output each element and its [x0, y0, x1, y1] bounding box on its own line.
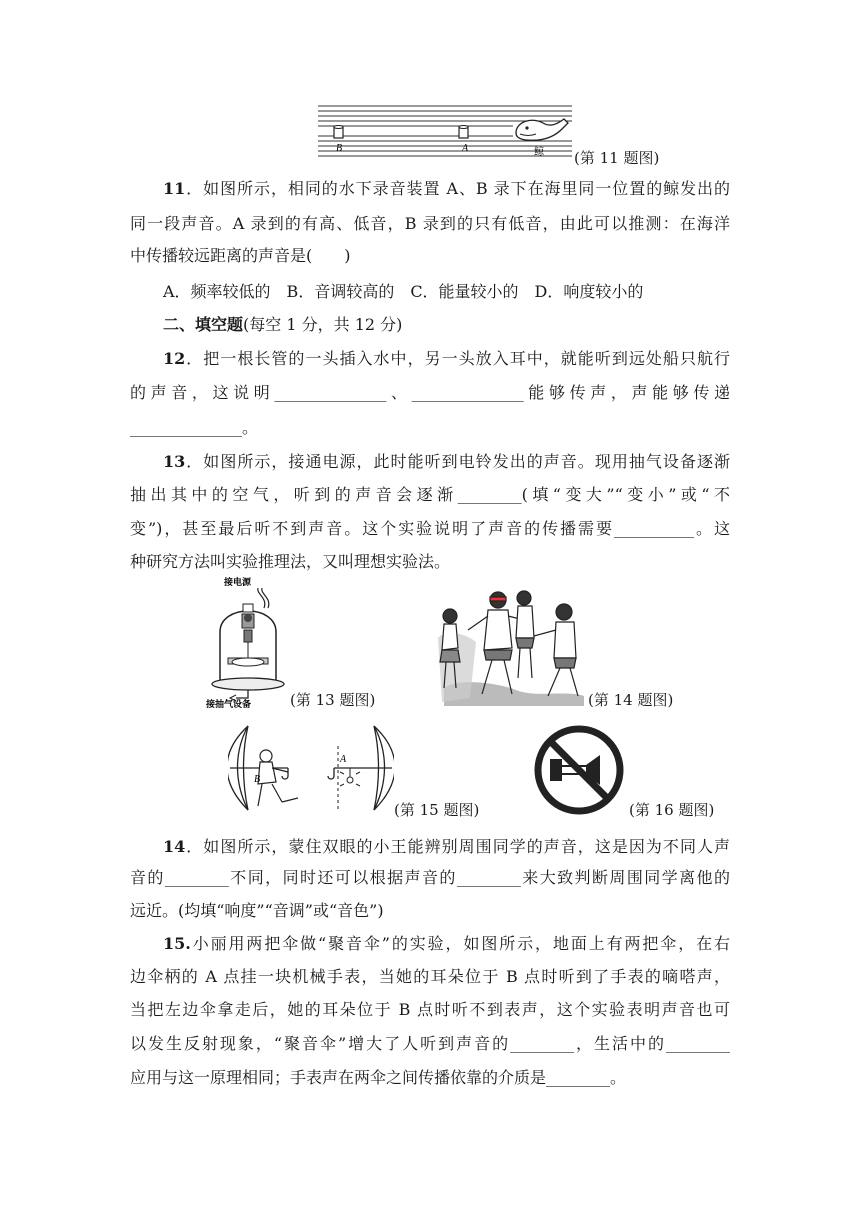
bell-jar-diagram	[206, 574, 290, 710]
svg-text:A: A	[340, 754, 347, 765]
figure-11	[318, 103, 574, 163]
whale-icon	[516, 119, 568, 140]
q12-number: 12	[163, 349, 186, 368]
child-middle	[516, 591, 534, 678]
watch-icon	[340, 768, 360, 786]
figure-15-caption: (第 15 题图)	[394, 801, 480, 819]
svg-text:B: B	[336, 143, 343, 154]
section-2-note: (每空 1 分，共 12 分)	[243, 315, 403, 334]
umbrellas-diagram	[228, 722, 394, 814]
recorder-a-icon	[459, 126, 468, 139]
person-listening	[258, 750, 298, 806]
q14-line1: 14．如图所示，蒙住双眼的小王能辨别周围同学的声音，这是因为不同人声	[163, 837, 730, 856]
q14-number: 14	[163, 837, 186, 856]
q15-line1: 15.小丽用两把伞做“聚音伞”的实验，如图所示，地面上有两把伞，在右	[163, 934, 730, 953]
q13-line3: 变”)，甚至最后听不到声音。这个实验说明了声音的传播需要__________。这	[130, 519, 730, 538]
q14-line3: 远近。(均填“响度”“音调”或“音色”)	[130, 901, 384, 920]
figure-13	[206, 574, 290, 710]
svg-text:接抽气设备: 接抽气设备	[206, 700, 252, 710]
q11-line2: 同一段声音。A 录到的有高、低音，B 录到的只有低音，由此可以推测：在海洋	[130, 214, 730, 233]
q13-number: 13	[163, 452, 186, 471]
section-2-title: 二、填空题	[163, 315, 244, 334]
figure-14	[436, 578, 586, 708]
q13-line4: 种研究方法叫实验推理法，又叫理想实验法。	[130, 552, 451, 571]
svg-text:A: A	[462, 143, 469, 154]
q15-line2: 边伞柄的 A 点挂一块机械手表，当她的耳朵位于 B 点时听到了手表的嘀嗒声，	[130, 967, 730, 986]
q15-line5: 应用与这一原理相同；手表声在两伞之间传播依靠的介质是________。	[130, 1068, 627, 1087]
q13-line2: 抽出其中的空气，听到的声音会逐渐________(填“变大”“变小”或“不	[130, 485, 730, 504]
q11-line1: 11．如图所示，相同的水下录音装置 A、B 录下在海里同一位置的鲸发出的	[163, 179, 730, 198]
svg-text:B: B	[254, 774, 261, 785]
figure-15	[228, 722, 394, 814]
q13-line1: 13．如图所示，接通电源，此时能听到电铃发出的声音。现用抽气设备逐渐	[163, 452, 730, 471]
right-umbrella-icon	[328, 726, 394, 810]
q12-line1: 12．把一根长管的一头插入水中，另一头放入耳中，就能听到远处船只航行	[163, 349, 730, 368]
svg-text:鲸: 鲸	[534, 147, 544, 158]
section-2-heading	[163, 315, 730, 335]
figure-14-caption: (第 14 题图)	[588, 691, 674, 709]
figure-16	[534, 725, 624, 815]
no-horn-sign-icon	[534, 725, 624, 815]
figure-11-caption: (第 11 题图)	[574, 149, 660, 167]
q15-line3: 当把左边伞拿走后，她的耳朵位于 B 点时听不到表声，这个实验表明声音也可	[130, 1000, 730, 1019]
figure-16-caption: (第 16 题图)	[629, 801, 715, 819]
figure-13-caption: (第 13 题图)	[290, 691, 376, 709]
q14-line2: 音的________不同，同时还可以根据声音的________来大致判断周围同学离他的	[130, 868, 730, 887]
q12-line3: ______________。	[130, 418, 259, 437]
q12-line2: 的声音，这说明______________、______________能够传声，声能够传递	[130, 383, 730, 402]
q11-number: 11	[163, 179, 186, 198]
sea-diagram	[318, 103, 574, 163]
recorder-b-icon	[334, 126, 343, 139]
q11-line3: 中传播较远距离的声音是( )	[130, 246, 351, 265]
svg-text:接电源: 接电源	[224, 578, 252, 588]
blindfold-game-illustration	[436, 578, 586, 708]
q15-number: 15.	[163, 934, 191, 953]
q15-line4: 以发生反射现象，“聚音伞”增大了人听到声音的________，生活中的________	[130, 1034, 730, 1053]
child-right	[534, 604, 578, 696]
q11-options: A．频率较低的 B．音调较高的 C．能量较小的 D．响度较小的	[163, 282, 644, 301]
